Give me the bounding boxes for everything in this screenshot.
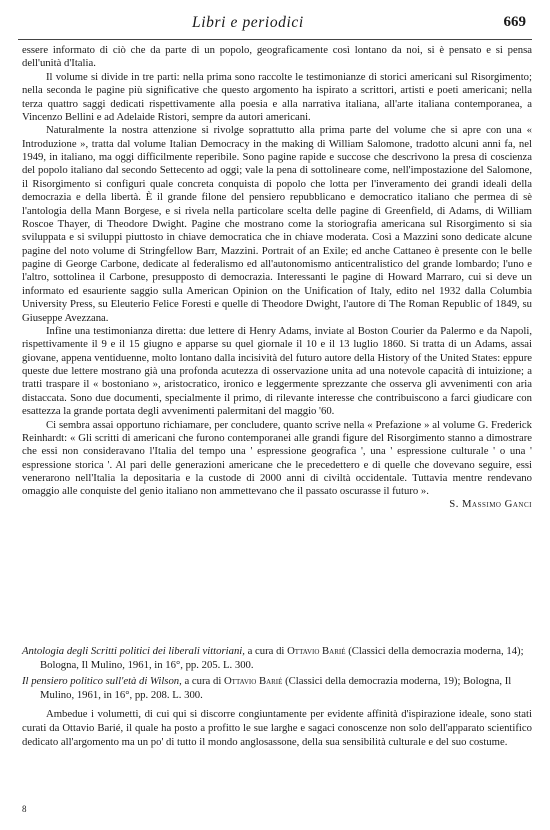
- reviewer-signature: S. Massimo Ganci: [449, 497, 532, 510]
- signature-line: [22, 498, 532, 512]
- review-opening-paragraph: Ambedue i volumetti, di cui qui si discorre congiuntamente per evidente affinità d'ispirazione ideale, sono stati curati da Ottavio Barié, il quale ha posto a profitto le sue larghe e sagaci conoscenze non solo dell'apparato scientifico dedicato all'argomento ma un po' di tutto il mondo anglosassone, della sua sensibilità culturale e del suo costume.: [22, 708, 532, 748]
- page-number: 669: [503, 14, 526, 30]
- reference-editor-prefix: a cura di: [181, 675, 224, 688]
- paragraph: Naturalmente la nostra attenzione si rivolge soprattutto alla prima parte del volume che si apre con una « Introduzione », tratta dal volume Italian Democracy in the making di William Salomone, tradotto alcuni anni fa, nel 1949, in italiano, ma oggi difficilmente reperibile. Sono pagine rapide e succose che descrivono la presa di coscienza del popolo italiano dal secondo Settecento ad oggi; vale la pena di sottolineare come, nell'impostazione del Salomone, il Risorgimento si configuri quale concreta conquista di popolo che lotta per l'inveramento dei grandi ideali della democrazia e della libertà. È il grande filone del pensiero repubblicano e democratico italiano che permea di sè l'antologia della Mann Borgese, e si rivela nella particolare scelta delle pagine di Greenfield, di Adams, di William Roscoe Thayer, di Theodore Dwight. Pagine che mostrano come la storiografia americana sul Risorgimento si sia sviluppata e si sviluppi piuttosto in chiave democratica che in chiave moderata. Così a Mazzini sono dedicate alcune pagine del noto volume di Stringfellow Barr, Mazzini. Portrait of an Exile; ed anche Cattaneo è presente con le belle pagine di George Carbone, dedicate al federalismo ed all'autonomismo anticentralistico del grande lombardo; l'uno e l'altro, sottolinea il Carbone, presupposto di democrazia. Interessanti le pagine di Howard Marraro, cui si deve un informato ed esauriente saggio sulla American Opinion on the Unification of Italy, edito nel 1932 dalla Columbia University Press, su Eleuterio Felice Foresti e quelle di Theodore Dwight, l'autore di The Roman Republic of 1849, su Giuseppe Avezzana.: [22, 124, 532, 324]
- review-body: [22, 44, 532, 512]
- reference-title: Il pensiero politico sull'età di Wilson,: [22, 675, 182, 688]
- paragraph: essere informato di ciò che da parte di un popolo, geograficamente così lontano da noi, si è pensato e si pensa dell'unità d'Italia.: [22, 44, 532, 70]
- reference-details: (Classici della democrazia moderna, 14); Bologna, Il Mulino, 1961, in 16°, pp. 205. L. 300.: [40, 645, 524, 671]
- running-head: [0, 14, 550, 34]
- reference-title: Antologia degli Scritti politici dei liberali vittoriani,: [22, 645, 245, 657]
- footer-mark: 8: [22, 804, 27, 814]
- paragraph: Infine una testimonianza diretta: due lettere di Henry Adams, inviate al Boston Courier da Palermo e da Napoli, rispettivamente il 9 e il 15 giugno e apparse su quel giornale il 10 e il 13 luglio 1860. Si tratta di un Adams, assai giovane, appena ventiduenne, molto lontano dalla incisività del futuro autore della History of the United States: eppure queste due lettere mostrano già una profonda acutezza di osservazione unita ad una notevole capacità di intuizione; a tratti traspare il « bostoniano », aristocratico, ironico e leggermente sprezzante che osserva gli avvenimenti con aria distaccata. Sono due documenti, specialmente il primo, di rilevante interesse che contribuiscono a farci giudicare con esattezza la grande portata degli avvenimenti palermitani del maggio '60.: [22, 324, 532, 418]
- header-rule: [18, 39, 532, 40]
- reference-editor-prefix: a cura di: [244, 645, 288, 657]
- reference-entry: [22, 645, 532, 672]
- running-head-title: Libri e periodici: [192, 14, 304, 31]
- bibliographic-references: [22, 645, 532, 749]
- paragraph: Ci sembra assai opportuno richiamare, per concludere, quanto scrive nella « Prefazione » al volume G. Frederick Reinhardt: « Gli scritti di americani che furono contemporanei alle grandi figure del Risorgimento stanno a dimostrare che essi non consideravano l'Italia del tempo una ' espressione geografica ', una ' espressione culturale ' o una ' espressione storica '. Al pari delle generazioni americane che le precedettero e di quelle che dovevano seguire, essi venerarono nell'Italia la depositaria e la custode di 2000 anni di civiltà occidentale. Tuttavia mentre rendevano omaggio alle conquiste del genio italiano non ammettevano che il passato oscurasse il futuro ».: [22, 418, 532, 498]
- paragraph: Il volume si divide in tre parti: nella prima sono raccolte le testimonianze di storici americani sul Risorgimento; nella seconda le pagine più significative che questo argomento ha ispirato a scrittori, artisti e poeti americani; nella terza quattro saggi dedicati rispettivamente alla poesia e alla narrativa italiana, all'arte italiana contemporanea, a Vincenzo Bellini e ad Adelaide Ristori, sempre da autori americani.: [22, 70, 532, 123]
- reference-editor: Ottavio Barié: [287, 645, 346, 657]
- reference-details: (Classici della democrazia moderna, 19); Bologna, Il Mulino, 1961, in 16°, pp. 208. L. 300.: [40, 675, 512, 701]
- reference-editor: Ottavio Barié: [223, 675, 283, 688]
- reference-entry: [22, 675, 532, 702]
